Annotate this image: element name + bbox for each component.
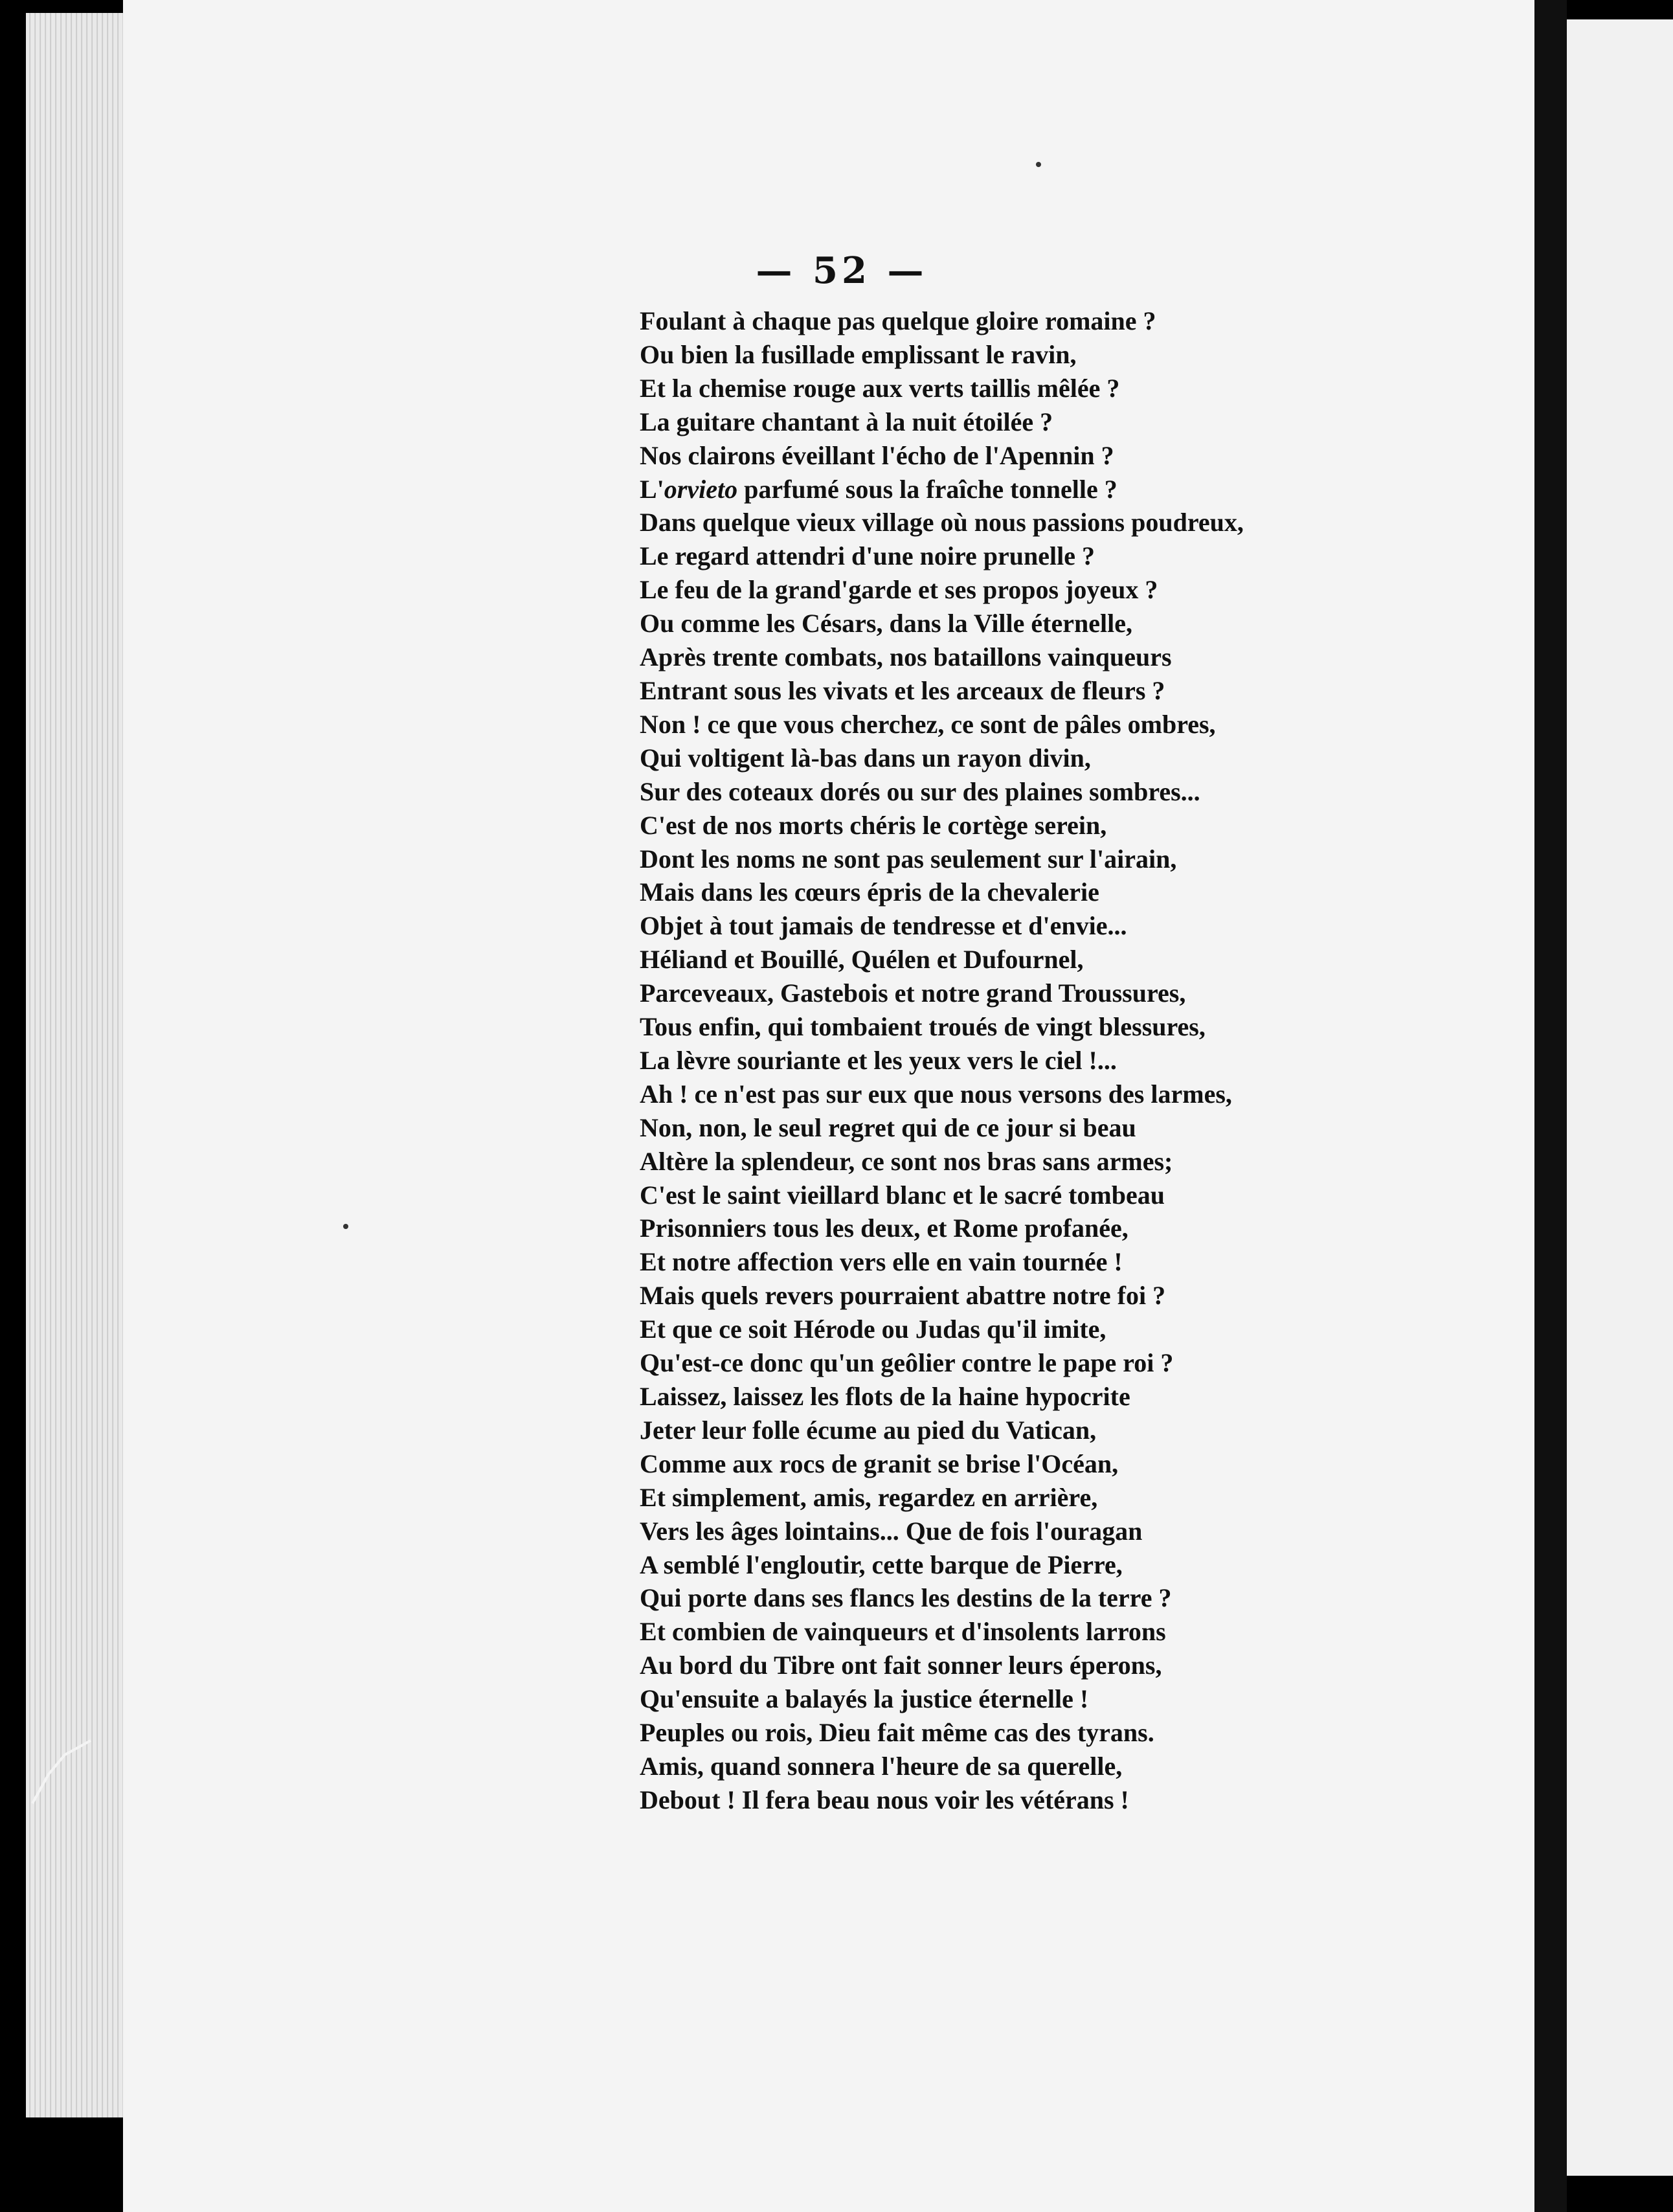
pen-mark-icon	[19, 1735, 97, 1807]
verse-line: Mais quels revers pourraient abattre notre foi ?	[640, 1281, 1166, 1311]
verse-line: Dans quelque vieux village où nous passions poudreux,	[640, 508, 1244, 537]
verse-line: Et notre affection vers elle en vain tournée !	[640, 1247, 1123, 1277]
verse-line: Dont les noms ne sont pas seulement sur l'airain,	[640, 844, 1177, 874]
verse-line: La lèvre souriante et les yeux vers le ciel !...	[640, 1045, 1117, 1075]
verse-line: Parceveaux, Gastebois et notre grand Troussures,	[640, 978, 1186, 1008]
verse-line: Le feu de la grand'garde et ses propos joyeux ?	[640, 575, 1158, 605]
verse-line: Peuples ou rois, Dieu fait même cas des tyrans.	[640, 1718, 1154, 1748]
verse-line: Amis, quand sonnera l'heure de sa querelle,	[640, 1751, 1123, 1781]
verse-line: Après trente combats, nos bataillons vainqueurs	[640, 642, 1172, 672]
verse-line: Et combien de vainqueurs et d'insolents larrons	[640, 1617, 1166, 1647]
verse-line: Ah ! ce n'est pas sur eux que nous versons des larmes,	[640, 1079, 1232, 1109]
verse-line: Mais dans les cœurs épris de la chevalerie	[640, 877, 1099, 907]
page-number: — 52 —	[756, 249, 928, 292]
verse-line: Sur des coteaux dorés ou sur des plaines sombres...	[640, 776, 1200, 806]
verse-line: Qu'est-ce donc qu'un geôlier contre le pape roi ?	[640, 1348, 1174, 1378]
italic-word: orvieto	[664, 474, 738, 504]
verse-line: Qu'ensuite a balayés la justice éternelle !	[640, 1684, 1089, 1714]
verse-line: L'orvieto parfumé sous la fraîche tonnelle ?	[640, 474, 1117, 504]
verse-line: Et que ce soit Hérode ou Judas qu'il imite,	[640, 1315, 1106, 1344]
verse-line: Entrant sous les vivats et les arceaux de fleurs ?	[640, 675, 1165, 705]
verse-line: Et simplement, amis, regardez en arrière,	[640, 1482, 1098, 1512]
verse-line: Le regard attendri d'une noire prunelle ?	[640, 541, 1095, 571]
verse-line: La guitare chantant à la nuit étoilée ?	[640, 407, 1053, 436]
verse-line: Foulant à chaque pas quelque gloire romaine ?	[640, 306, 1156, 335]
verse-line: Jeter leur folle écume au pied du Vatican,	[640, 1415, 1097, 1445]
verse-line: Vers les âges lointains... Que de fois l'ouragan	[640, 1516, 1143, 1546]
verse-line: Laissez, laissez les flots de la haine hypocrite	[640, 1382, 1130, 1411]
verse-line: Qui voltigent là-bas dans un rayon divin,	[640, 743, 1091, 773]
verse-line: C'est le saint vieillard blanc et le sacré tombeau	[640, 1180, 1165, 1210]
verse-line: Qui porte dans ses flancs les destins de la terre ?	[640, 1583, 1172, 1613]
speck-mark	[1036, 162, 1041, 167]
verse-line: Prisonniers tous les deux, et Rome profanée,	[640, 1213, 1128, 1243]
facing-page-edge	[1567, 19, 1673, 2176]
poem-text	[640, 304, 1339, 1817]
verse-line: A semblé l'engloutir, cette barque de Pierre,	[640, 1550, 1123, 1579]
verse-line: Et la chemise rouge aux verts taillis mêlée ?	[640, 373, 1120, 403]
gutter-shadow	[1534, 0, 1567, 2212]
verse-line: Comme aux rocs de granit se brise l'Océan,	[640, 1449, 1119, 1478]
verse-line: C'est de nos morts chéris le cortège serein,	[640, 810, 1107, 840]
verse-line: Non, non, le seul regret qui de ce jour si beau	[640, 1112, 1136, 1142]
verse-line: Héliand et Bouillé, Quélen et Dufournel,	[640, 945, 1084, 975]
verse-line: Ou bien la fusillade emplissant le ravin,	[640, 339, 1077, 369]
verse-line: Objet à tout jamais de tendresse et d'envie...	[640, 911, 1127, 941]
verse-line: Au bord du Tibre ont fait sonner leurs éperons,	[640, 1651, 1162, 1680]
verse-line: Non ! ce que vous cherchez, ce sont de pâles ombres,	[640, 709, 1216, 739]
verse-line: Nos clairons éveillant l'écho de l'Apennin ?	[640, 440, 1114, 470]
speck-mark	[343, 1224, 348, 1229]
verse-line: Altère la splendeur, ce sont nos bras sans armes;	[640, 1146, 1173, 1176]
verse-line: Tous enfin, qui tombaient troués de vingt blessures,	[640, 1012, 1206, 1042]
verse-line: Ou comme les Césars, dans la Ville éternelle,	[640, 609, 1132, 638]
verse-line: Debout ! Il fera beau nous voir les vétérans !	[640, 1785, 1129, 1814]
